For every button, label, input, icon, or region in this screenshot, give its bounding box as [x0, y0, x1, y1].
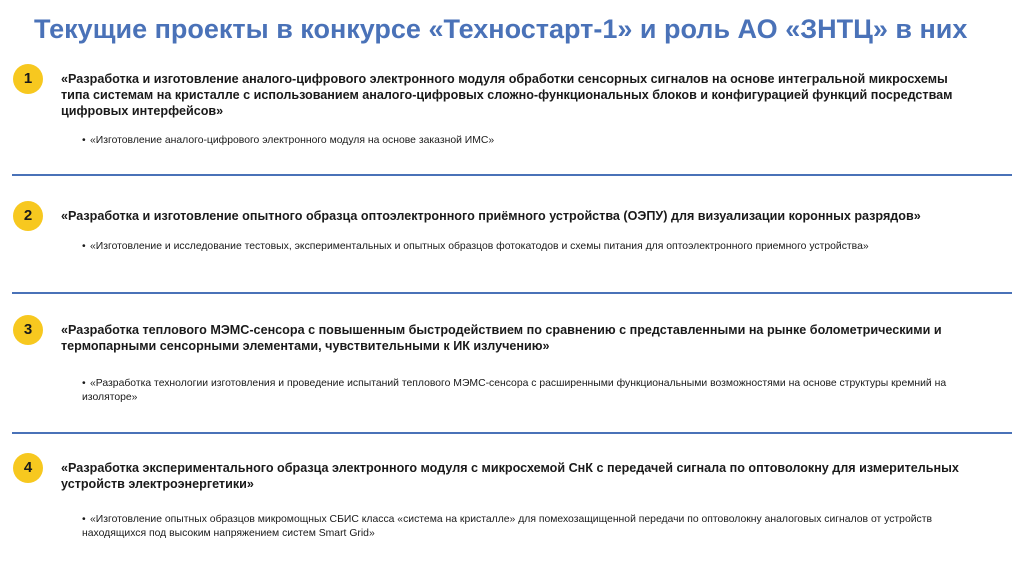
bullet-marker: • [82, 378, 86, 389]
project-bullet-text: «Изготовление и исследование тестовых, экспериментальных и опытных образцов фотокатодов и схемы питания для оптоэлектронного приемного устройства» [90, 241, 869, 252]
bullet-marker: • [82, 135, 86, 146]
bullet-marker: • [82, 241, 86, 252]
project-number-badge: 3 [13, 315, 43, 345]
project-number-badge: 2 [13, 201, 43, 231]
project-bullet-text: «Разработка технологии изготовления и проведение испытаний теплового МЭМС-сенсора с расширенными функциональными возможностями на основе структуры кремний на изоляторе» [82, 378, 947, 403]
project-heading: «Разработка экспериментального образца электронного модуля с микросхемой СнК с передачей сигнала по оптоволокну для измерительных устройств электроэнергетики» [61, 461, 959, 491]
project-heading: «Разработка и изготовление аналого-цифрового электронного модуля обработки сенсорных сигналов на основе интегральной микросхемы типа системам на кристалле с использованием аналого-цифровых сложно-функциональных блоков и конфигурацией функций посредствам цифровых интерфейсов» [61, 72, 953, 118]
project-number-badge: 4 [13, 453, 43, 483]
project-heading: «Разработка и изготовление опытного образца оптоэлектронного приёмного устройства (ОЭПУ) для визуализации коронных разрядов» [61, 209, 921, 223]
page-title: Текущие проекты в конкурсе «Техностарт-1» и роль АО «ЗНТЦ» в них [34, 14, 968, 44]
project-bullet [82, 134, 952, 148]
section-divider [12, 432, 1012, 434]
project-bullet [82, 377, 952, 404]
bullet-marker: • [82, 514, 86, 525]
project-bullet [82, 240, 952, 254]
section-divider [12, 174, 1012, 176]
project-bullet-text: «Изготовление аналого-цифрового электронного модуля на основе заказной ИМС» [90, 135, 495, 146]
project-number-badge: 1 [13, 64, 43, 94]
section-divider [12, 292, 1012, 294]
project-heading: «Разработка теплового МЭМС-сенсора с повышенным быстродействием по сравнению с представленными на рынке болометрическими и термопарными сенсорными элементами, чувствительными к ИК излучению» [61, 323, 942, 353]
project-bullet-text: «Изготовление опытных образцов микромощных СБИС класса «система на кристалле» для помехозащищенной передачи по оптоволокну аналоговых сигналов от устройств находящихся под высоким напряжением систем Smart Grid» [82, 514, 933, 539]
project-bullet [82, 513, 952, 540]
